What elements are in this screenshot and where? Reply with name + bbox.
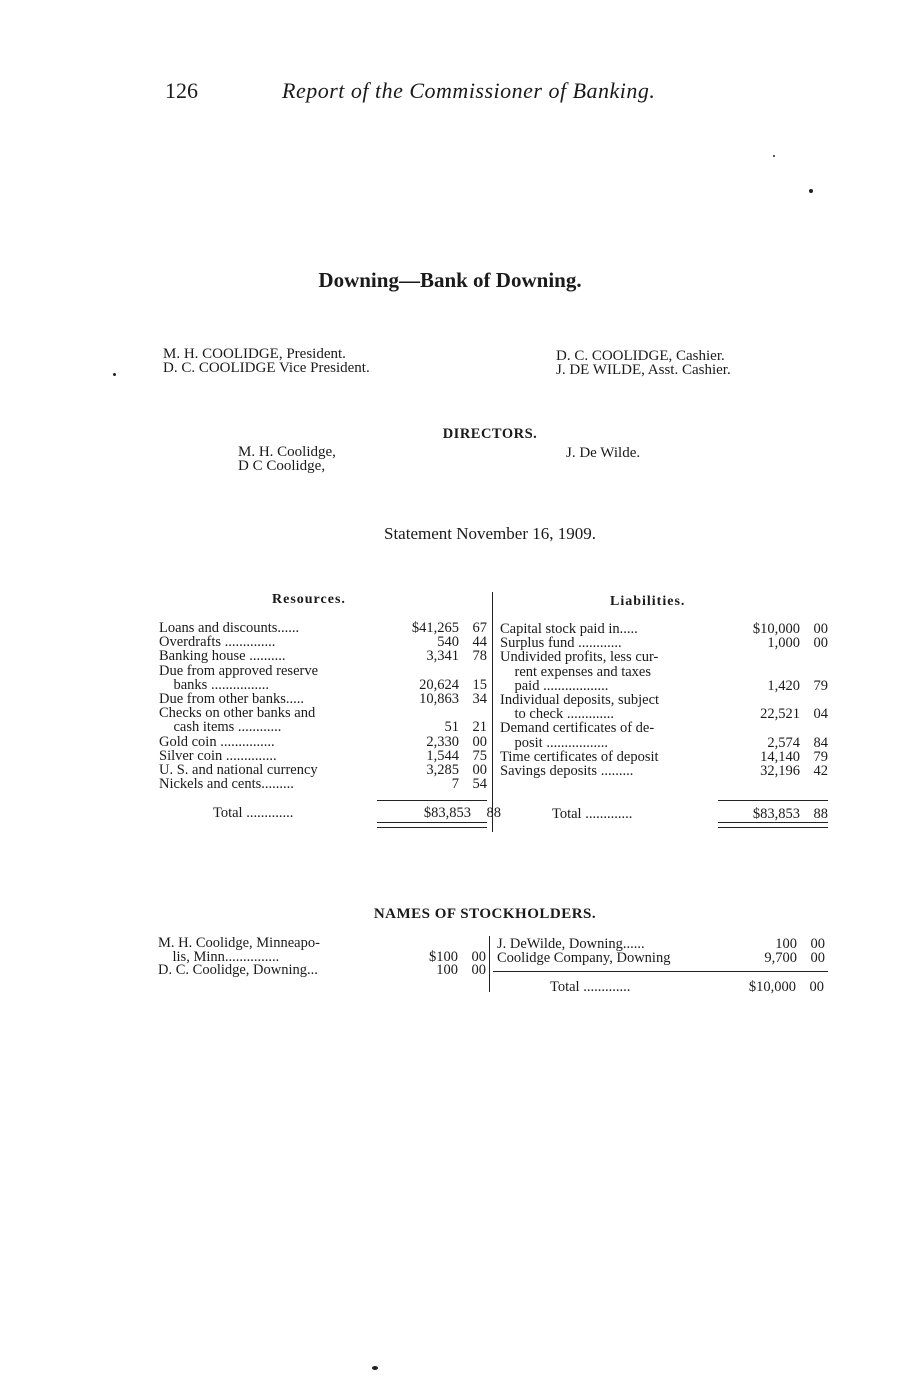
liabilities-row-dollars: 22,521: [760, 706, 800, 723]
liabilities-row-dollars: 14,140: [760, 748, 800, 765]
liabilities-total-row: [552, 807, 832, 821]
ink-speck: [809, 189, 813, 193]
liabilities-row: [500, 650, 830, 664]
resources-total-double-rule: [377, 822, 487, 828]
director-name: J. De Wilde.: [566, 445, 641, 461]
director-name: M. H. Coolidge,: [238, 444, 336, 460]
liabilities-total-label: Total .............: [552, 806, 633, 822]
liabilities-row-dollars: 2,574: [767, 734, 800, 751]
resources-row-cents: 34: [472, 691, 487, 707]
resources-row: [159, 777, 489, 791]
resources-row-label: Overdrafts ..............: [159, 634, 276, 651]
liabilities-row: [500, 636, 830, 650]
director-name: D C Coolidge,: [238, 458, 326, 474]
resources-row: [159, 720, 489, 734]
resources-row-cents: 75: [472, 747, 487, 764]
stockholder-row: [158, 936, 488, 950]
liabilities-row-label: Individual deposits, subject: [500, 692, 660, 708]
resources-row: [159, 749, 489, 763]
resources-row-dollars: $41,265: [411, 620, 459, 636]
resources-row-cents: 44: [472, 634, 487, 651]
resources-row-label: Due from other banks.....: [159, 691, 304, 707]
ink-speck: [113, 373, 116, 376]
resources-row-dollars: 20,624: [419, 676, 459, 693]
liabilities-row-label: Surplus fund ............: [500, 635, 622, 652]
resources-row-label: cash items ............: [159, 719, 282, 736]
liabilities-row-label: Time certificates of deposit: [500, 748, 659, 765]
stockholder-row: [497, 951, 827, 965]
stockholders-total-cents: 00: [809, 979, 824, 995]
resources-row-dollars: 3,285: [426, 762, 459, 778]
resources-row-dollars: 540: [437, 634, 459, 651]
resources-row-dollars: 1,544: [426, 747, 459, 764]
resources-total-label: Total .............: [213, 805, 294, 821]
stockholder-row-label: J. DeWilde, Downing......: [497, 936, 645, 952]
ink-speck: [372, 1366, 378, 1370]
stockholders-total-rule: [493, 971, 828, 972]
running-head: Report of the Commissioner of Banking.: [282, 78, 656, 103]
liabilities-row-label: paid ..................: [500, 677, 609, 694]
resources-row-cents: 67: [472, 620, 487, 636]
liabilities-row-cents: 79: [813, 677, 828, 694]
statement-date: Statement November 16, 1909.: [384, 524, 596, 543]
liabilities-row-cents: 00: [813, 621, 828, 637]
liabilities-row-dollars: $10,000: [752, 621, 800, 637]
stockholder-row-label: Coolidge Company, Downing: [497, 950, 671, 966]
liabilities-row-dollars: 32,196: [760, 763, 800, 779]
stockholder-row-dollars: $100: [429, 948, 458, 965]
resources-row-label: banks ................: [159, 676, 269, 693]
stockholders-total-row: [550, 980, 830, 994]
stockholder-row: [497, 937, 827, 951]
resources-row-label: Nickels and cents.........: [159, 776, 294, 793]
resources-row-dollars: 7: [451, 776, 459, 793]
resources-row-cents: 54: [472, 776, 487, 793]
resources-row-label: Silver coin ..............: [159, 747, 277, 764]
officer-asst-cashier: J. DE WILDE, Asst. Cashier.: [556, 362, 731, 378]
resources-row-label: Gold coin ...............: [159, 733, 275, 750]
liabilities-row-cents: 04: [813, 706, 828, 723]
resources-row-label: Banking house ..........: [159, 648, 286, 665]
liabilities-row-label: rent expenses and taxes: [500, 663, 651, 680]
liabilities-row: [500, 622, 830, 636]
liabilities-total-cents: 88: [813, 806, 828, 822]
stockholder-row-label: D. C. Coolidge, Downing...: [158, 962, 318, 978]
liabilities-row-label: to check .............: [500, 706, 614, 723]
liabilities-row: [500, 707, 830, 721]
resources-row-dollars: 51: [444, 719, 459, 736]
stockholder-row-label: lis, Minn...............: [158, 948, 280, 965]
liabilities-row-cents: 84: [813, 734, 828, 751]
liabilities-row-label: Demand certificates of de-: [500, 720, 655, 737]
resources-row-label: Checks on other banks and: [159, 705, 316, 722]
liabilities-heading: Liabilities.: [610, 594, 686, 609]
resources-subtotal-rule: [377, 800, 487, 801]
ink-speck: [773, 155, 775, 157]
resources-row-label: Due from approved reserve: [159, 662, 319, 679]
liabilities-subtotal-rule: [718, 800, 828, 801]
stockholders-heading: NAMES OF STOCKHOLDERS.: [373, 906, 597, 922]
liabilities-total-double-rule: [718, 822, 828, 828]
liabilities-row-cents: 00: [813, 635, 828, 652]
resources-row: [159, 649, 489, 663]
officer-cashier: D. C. COOLIDGE, Cashier.: [556, 348, 725, 364]
stockholder-row-cents: 00: [810, 936, 825, 952]
resources-row-cents: 78: [472, 648, 487, 665]
liabilities-total-dollars: $83,853: [752, 806, 800, 822]
resources-total-cents: 88: [486, 805, 501, 821]
liabilities-row: [500, 665, 830, 679]
resources-row: [159, 621, 489, 635]
resources-row: [159, 664, 489, 678]
column-divider: [492, 592, 493, 832]
bank-title: Downing—Bank of Downing.: [318, 268, 582, 292]
page-number: 126: [165, 78, 198, 103]
officer-president: M. H. COOLIDGE, President.: [163, 346, 346, 362]
resources-row-dollars: 2,330: [426, 733, 459, 750]
liabilities-row: [500, 693, 830, 707]
liabilities-row: [500, 721, 830, 735]
resources-row-dollars: 3,341: [426, 648, 459, 665]
liabilities-row-label: posit .................: [500, 734, 608, 751]
resources-row-cents: 00: [472, 762, 487, 778]
liabilities-row-cents: 79: [813, 748, 828, 765]
stockholders-divider: [489, 936, 490, 992]
liabilities-row: [500, 679, 830, 693]
liabilities-row-dollars: 1,000: [767, 635, 800, 652]
resources-row-cents: 00: [472, 733, 487, 750]
liabilities-row: [500, 764, 830, 778]
liabilities-row: [500, 750, 830, 764]
resources-row: [159, 735, 489, 749]
stockholders-total-dollars: $10,000: [748, 979, 796, 995]
liabilities-row-cents: 42: [813, 763, 828, 779]
stockholder-row-dollars: 100: [775, 936, 797, 952]
stockholder-row-cents: 00: [810, 950, 825, 966]
resources-total-dollars: $83,853: [423, 805, 471, 821]
stockholder-row-cents: 00: [471, 962, 486, 978]
officer-vice-president: D. C. COOLIDGE Vice President.: [163, 360, 370, 376]
liabilities-row-dollars: 1,420: [767, 677, 800, 694]
resources-row-cents: 21: [472, 719, 487, 736]
resources-total-row: [213, 805, 501, 821]
resources-row-cents: 15: [472, 676, 487, 693]
stockholder-row-dollars: 100: [436, 962, 458, 978]
resources-heading: Resources.: [272, 592, 346, 607]
resources-row: [159, 706, 489, 720]
resources-row: [159, 763, 489, 777]
liabilities-row-label: Capital stock paid in.....: [500, 621, 638, 637]
resources-row: [159, 692, 489, 706]
resources-row-label: U. S. and national currency: [159, 762, 318, 778]
liabilities-row-label: Undivided profits, less cur-: [500, 649, 659, 666]
resources-row-dollars: 10,863: [419, 691, 459, 707]
stockholder-row: [158, 963, 488, 977]
liabilities-row: [500, 736, 830, 750]
stockholder-row-dollars: 9,700: [764, 950, 797, 966]
resources-row: [159, 678, 489, 692]
liabilities-row-label: Savings deposits .........: [500, 763, 634, 779]
resources-row-label: Loans and discounts......: [159, 620, 300, 636]
stockholder-row-label: M. H. Coolidge, Minneapo-: [158, 935, 320, 951]
resources-row: [159, 635, 489, 649]
directors-heading: DIRECTORS.: [442, 426, 538, 442]
stockholders-total-label: Total .............: [550, 979, 631, 995]
stockholder-row-cents: 00: [471, 948, 486, 965]
